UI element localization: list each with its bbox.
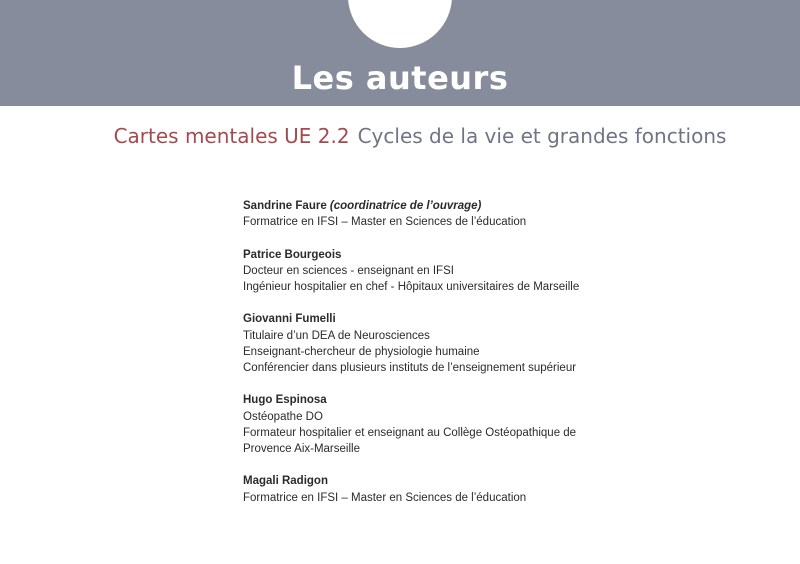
author-name: Hugo Espinosa <box>243 394 327 407</box>
book-topic-title: Cycles de la vie et grandes fonctions <box>357 124 727 148</box>
author-name: Giovanni Fumelli <box>243 313 336 326</box>
author-credential: Conférencier dans plusieurs instituts de l’enseignement supérieur <box>243 362 577 374</box>
author-entry-radigon <box>243 473 783 505</box>
author-credential: Formateur hospitalier et enseignant au Collège Ostéopathique de <box>243 426 577 439</box>
author-credential: Ingénieur hospitalier en chef - Hôpitaux universitaires de Marseille <box>243 281 580 293</box>
author-role: (coordinatrice de l’ouvrage) <box>329 200 482 212</box>
author-entry-fumelli <box>243 311 783 376</box>
author-entry-faure <box>243 198 783 230</box>
author-credential: Formatrice en IFSI – Master en Sciences de l’éducation <box>243 491 527 504</box>
book-series-title: Cartes mentales UE 2.2 <box>113 124 350 148</box>
header-circle-decoration <box>348 0 452 48</box>
author-entry-espinosa <box>243 392 783 457</box>
author-credential: Enseignant-chercheur de physiologie humaine <box>243 345 480 358</box>
header-band <box>0 0 800 106</box>
author-list <box>243 198 783 522</box>
author-credential: Titulaire d’un DEA de Neurosciences <box>243 329 430 342</box>
book-subtitle <box>0 122 800 150</box>
author-name: Sandrine Faure <box>243 200 327 212</box>
page-title: Les auteurs <box>291 59 509 97</box>
author-name: Patrice Bourgeois <box>243 248 342 261</box>
author-credential: Provence Aix-Marseille <box>243 443 360 455</box>
author-entry-bourgeois <box>243 247 783 296</box>
author-credential: Ostéopathe DO <box>243 410 323 423</box>
author-credential: Formatrice en IFSI – Master en Sciences de l’éducation <box>243 216 527 229</box>
author-credential: Docteur en sciences - enseignant en IFSI <box>243 264 454 277</box>
author-name: Magali Radigon <box>243 475 328 488</box>
